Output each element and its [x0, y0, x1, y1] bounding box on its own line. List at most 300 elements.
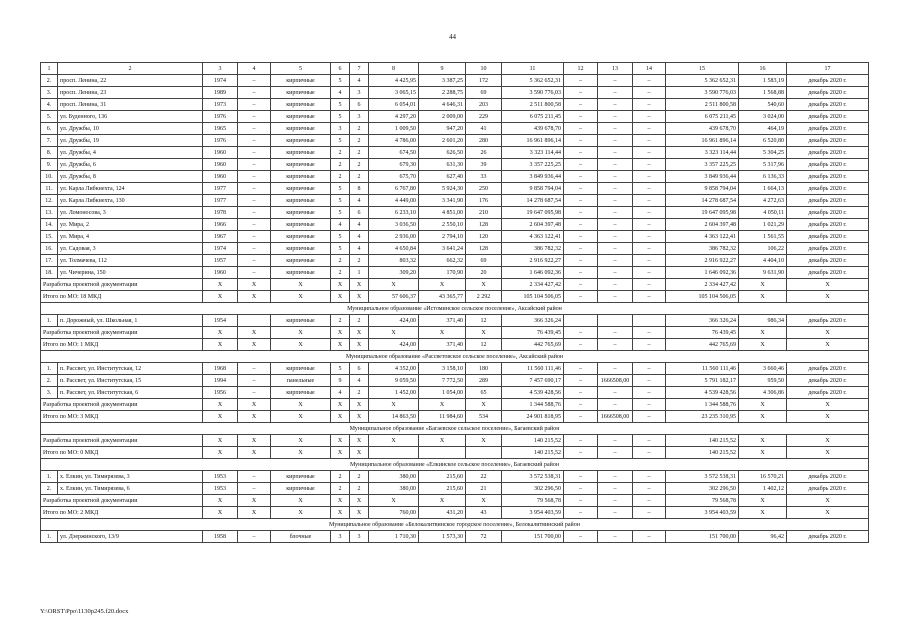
table-cell: 439 678,70 [666, 123, 739, 135]
table-cell: – [564, 255, 598, 267]
table-cell: – [238, 123, 271, 135]
table-cell: 4 404,10 [739, 255, 787, 267]
table-cell: 4 851,00 [419, 207, 466, 219]
table-cell: Х [369, 399, 419, 411]
section-title: Муниципальное образование «Истоминское сельское поселение», Аксайский район [41, 303, 869, 315]
table-cell: 4 650,84 [369, 243, 419, 255]
table-cell: 2 [331, 255, 350, 267]
address-cell: ул. Ломоносова, 3 [58, 207, 203, 219]
table-cell: 986,34 [739, 315, 787, 327]
table-cell: 4 646,31 [419, 99, 466, 111]
table-cell: Х [739, 447, 787, 459]
table-cell: – [598, 255, 633, 267]
table-cell: 1973 [203, 99, 238, 111]
table-cell: – [564, 267, 598, 279]
table-cell: – [564, 75, 598, 87]
table-cell: 2 511 800,58 [502, 99, 564, 111]
table-cell: 3 660,46 [739, 363, 787, 375]
table-cell: 79 568,78 [502, 495, 564, 507]
table-cell: 151 700,00 [666, 531, 739, 543]
table-cell: кирпичные [271, 471, 331, 483]
table-cell: Х [331, 399, 350, 411]
table-cell: 3 [331, 123, 350, 135]
table-cell: 1953 [203, 483, 238, 495]
table-cell: 16 961 896,14 [666, 135, 739, 147]
table-cell: – [238, 147, 271, 159]
table-cell: – [564, 507, 598, 519]
summary-label: Итого по МО: 1 МКД [41, 339, 203, 351]
table-cell: Х [350, 447, 369, 459]
table-cell: 2 511 800,58 [666, 99, 739, 111]
table-cell: 170,90 [419, 267, 466, 279]
table-row [41, 315, 869, 327]
table-cell: декабрь 2020 г. [787, 363, 869, 375]
table-cell: Х [739, 507, 787, 519]
table-cell: – [598, 339, 633, 351]
table-cell: 4 306,86 [739, 387, 787, 399]
table-cell: 6 [350, 363, 369, 375]
table-cell: декабрь 2020 г. [787, 471, 869, 483]
table-cell: – [598, 207, 633, 219]
table-cell: – [238, 387, 271, 399]
table-cell: 11 560 111,46 [666, 363, 739, 375]
column-number-cell: 4 [238, 63, 271, 75]
table-cell: 6 075 211,45 [666, 111, 739, 123]
table-cell: 3 [350, 111, 369, 123]
table-cell: кирпичные [271, 267, 331, 279]
table-cell: – [598, 531, 633, 543]
table-cell: 2. [41, 375, 58, 387]
table-cell: 1 573,30 [419, 531, 466, 543]
table-cell: 2 604 397,48 [666, 219, 739, 231]
column-number-cell: 3 [203, 63, 238, 75]
table-cell: 2 916 922,27 [502, 255, 564, 267]
table-cell: – [633, 399, 666, 411]
table-cell: 24 901 818,95 [502, 411, 564, 423]
table-cell: 1. [41, 363, 58, 375]
section-title: Муниципальное образование «Белокалитвинское городское поселение», Белокалитвинский район [41, 519, 869, 531]
table-cell: Х [739, 399, 787, 411]
table-cell: – [564, 291, 598, 303]
table-cell: декабрь 2020 г. [787, 171, 869, 183]
table-cell: 366 326,24 [666, 315, 739, 327]
column-number-cell: 1 [41, 63, 58, 75]
table-cell: 2 334 427,42 [666, 279, 739, 291]
table-cell: декабрь 2020 г. [787, 159, 869, 171]
table-cell: Х [238, 399, 271, 411]
table-cell: 6 054,01 [369, 99, 419, 111]
summary-row [41, 327, 869, 339]
table-cell: Х [203, 447, 238, 459]
table-cell: 1666508,00 [598, 375, 633, 387]
table-cell: 4 539 428,56 [502, 387, 564, 399]
table-cell: 76 439,45 [666, 327, 739, 339]
table-cell: 3. [41, 387, 58, 399]
table-cell: кирпичные [271, 255, 331, 267]
table-cell: 140 215,52 [502, 435, 564, 447]
column-number-cell: 13 [598, 63, 633, 75]
table-cell: декабрь 2020 г. [787, 255, 869, 267]
table-cell: 431,20 [419, 507, 466, 519]
table-cell: 1 568,88 [739, 87, 787, 99]
table-cell: 1 [350, 267, 369, 279]
table-row [41, 87, 869, 99]
table-cell: 1 402,12 [739, 483, 787, 495]
table-cell: Х [331, 435, 350, 447]
table-cell: Х [739, 291, 787, 303]
table-cell: 3 849 936,44 [666, 171, 739, 183]
table-cell: Х [203, 291, 238, 303]
table-cell: – [633, 159, 666, 171]
table-cell: Х [238, 291, 271, 303]
table-cell: декабрь 2020 г. [787, 135, 869, 147]
table-cell: Х [331, 339, 350, 351]
table-cell: кирпичные [271, 87, 331, 99]
table-cell: 1 583,19 [739, 75, 787, 87]
table-cell: 8 [350, 183, 369, 195]
table-cell: кирпичные [271, 147, 331, 159]
table-cell: кирпичные [271, 183, 331, 195]
table-cell: 10. [41, 171, 58, 183]
table-cell: 1958 [203, 531, 238, 543]
table-cell: 1 344 588,76 [502, 399, 564, 411]
table-cell: – [633, 495, 666, 507]
table-cell: – [564, 327, 598, 339]
table-cell: 1 344 588,76 [666, 399, 739, 411]
table-cell: Х [419, 435, 466, 447]
table-row [41, 267, 869, 279]
table-cell: 289 [466, 375, 502, 387]
table-cell: – [564, 219, 598, 231]
table-cell: 6 [350, 207, 369, 219]
table-cell: Х [238, 435, 271, 447]
table-cell: декабрь 2020 г. [787, 87, 869, 99]
table-cell: – [238, 231, 271, 243]
table-cell: 43 [466, 507, 502, 519]
table-cell: – [238, 483, 271, 495]
table-cell: – [564, 483, 598, 495]
table-cell: декабрь 2020 г. [787, 315, 869, 327]
table-cell: 19 647 095,98 [502, 207, 564, 219]
table-cell: 1977 [203, 183, 238, 195]
table-cell: Х [466, 399, 502, 411]
table-cell: 3 590 776,03 [666, 87, 739, 99]
table-cell: – [633, 147, 666, 159]
address-cell: п. Дорожный, ул. Школьная, 1 [58, 315, 203, 327]
column-number-cell: 8 [369, 63, 419, 75]
table-cell: – [238, 531, 271, 543]
table-cell: – [598, 495, 633, 507]
table-cell: – [564, 495, 598, 507]
table-cell: – [238, 135, 271, 147]
table-cell: – [564, 531, 598, 543]
table-cell: 11 984,60 [419, 411, 466, 423]
table-cell: Х [419, 399, 466, 411]
address-cell: ул. Буденного, 136 [58, 111, 203, 123]
table-cell: 5 [331, 135, 350, 147]
table-cell: 675,70 [369, 171, 419, 183]
table-cell: 3. [41, 87, 58, 99]
table-cell: Х [331, 327, 350, 339]
table-cell: 3 323 114,44 [666, 147, 739, 159]
table-cell: 14. [41, 219, 58, 231]
table-cell: 1960 [203, 159, 238, 171]
summary-row [41, 411, 869, 423]
table-cell: – [598, 387, 633, 399]
table-row [41, 363, 869, 375]
table-cell: 4 352,00 [369, 363, 419, 375]
table-cell: Х [419, 495, 466, 507]
table-cell: 1. [41, 315, 58, 327]
table-cell: 2 292 [466, 291, 502, 303]
table-cell: Х [787, 495, 869, 507]
table-cell: 6 075 211,45 [502, 111, 564, 123]
table-cell: 4 539 428,56 [666, 387, 739, 399]
table-cell: 3 323 114,44 [502, 147, 564, 159]
table-cell: – [564, 279, 598, 291]
table-cell: – [238, 159, 271, 171]
table-cell: Х [271, 411, 331, 423]
table-cell: Х [238, 447, 271, 459]
table-cell: 540,60 [739, 99, 787, 111]
section-title: Муниципальное образование «Рассветовское сельское поселение», Аксайский район [41, 351, 869, 363]
table-row [41, 123, 869, 135]
table-cell: – [633, 207, 666, 219]
table-cell: – [633, 471, 666, 483]
table-cell: 4 [350, 195, 369, 207]
table-row [41, 111, 869, 123]
address-cell: ул. Дружбы, 6 [58, 159, 203, 171]
table-cell: – [633, 375, 666, 387]
table-cell: 2 [331, 483, 350, 495]
section-header-row [41, 459, 869, 471]
table-cell: 4 [350, 243, 369, 255]
table-cell: Х [787, 507, 869, 519]
table-cell: Х [466, 435, 502, 447]
table-row [41, 471, 869, 483]
table-cell: – [633, 75, 666, 87]
table-cell: – [633, 435, 666, 447]
table-cell: – [564, 207, 598, 219]
table-cell: 3 [350, 531, 369, 543]
address-cell: ул. Дзержинского, 13/9 [58, 531, 203, 543]
table-cell: – [564, 87, 598, 99]
table-cell: 172 [466, 75, 502, 87]
table-cell: – [598, 99, 633, 111]
table-cell: 534 [466, 411, 502, 423]
table-cell: 14 278 687,54 [666, 195, 739, 207]
table-cell: 5 [331, 195, 350, 207]
table-cell: – [633, 363, 666, 375]
table-cell: Х [203, 327, 238, 339]
address-cell: ул. Мира, 4 [58, 231, 203, 243]
table-cell: 3 158,10 [419, 363, 466, 375]
table-cell: – [238, 255, 271, 267]
table-cell: Х [787, 411, 869, 423]
table-cell [369, 447, 419, 459]
table-cell [633, 315, 666, 327]
table-cell: – [564, 399, 598, 411]
address-cell: ул. Карла Либкнехта, 124 [58, 183, 203, 195]
summary-label: Разработка проектной документации [41, 495, 203, 507]
table-cell: – [633, 183, 666, 195]
table-cell: – [564, 411, 598, 423]
table-cell: Х [350, 327, 369, 339]
table-cell: Х [271, 399, 331, 411]
table-cell: 4 425,95 [369, 75, 419, 87]
table-cell: – [238, 471, 271, 483]
table-cell: Х [271, 291, 331, 303]
table-cell: Х [787, 291, 869, 303]
table-cell: 1 646 092,36 [666, 267, 739, 279]
table-cell: 4 272,63 [739, 195, 787, 207]
table-cell: – [238, 99, 271, 111]
table-cell: – [598, 147, 633, 159]
table-cell: 1967 [203, 231, 238, 243]
table-cell: панельные [271, 375, 331, 387]
table-cell: 1977 [203, 195, 238, 207]
table-cell: 1976 [203, 111, 238, 123]
table-cell: 679,30 [369, 159, 419, 171]
table-row [41, 531, 869, 543]
table-cell: 424,00 [369, 315, 419, 327]
table-row [41, 231, 869, 243]
table-cell: 3 954 403,59 [502, 507, 564, 519]
table-cell: Х [203, 279, 238, 291]
table-cell: 57 606,37 [369, 291, 419, 303]
address-cell: ул. Дружбы, 10 [58, 123, 203, 135]
table-cell: 140 215,52 [666, 435, 739, 447]
table-cell: 3 954 403,59 [666, 507, 739, 519]
table-cell: 106,22 [739, 243, 787, 255]
table-cell: 5 362 652,31 [502, 75, 564, 87]
table-cell: – [633, 279, 666, 291]
table-cell: 1974 [203, 243, 238, 255]
table-cell: 1974 [203, 75, 238, 87]
table-cell: Х [271, 339, 331, 351]
table-cell: Х [787, 399, 869, 411]
table-cell: – [564, 435, 598, 447]
table-cell: – [598, 183, 633, 195]
table-cell: Х [203, 495, 238, 507]
table-row [41, 135, 869, 147]
table-cell: 4 [331, 387, 350, 399]
table-row [41, 75, 869, 87]
table-cell: Х [331, 495, 350, 507]
table-cell: 128 [466, 219, 502, 231]
table-cell: Х [350, 339, 369, 351]
table-cell: 302 296,50 [666, 483, 739, 495]
table-cell: Х [419, 279, 466, 291]
table-cell: Х [369, 435, 419, 447]
table-cell: 3 572 538,31 [502, 471, 564, 483]
table-cell: кирпичные [271, 483, 331, 495]
table-cell: 7. [41, 135, 58, 147]
table-cell: декабрь 2020 г. [787, 147, 869, 159]
table-cell: Х [203, 399, 238, 411]
table-cell: 14 863,50 [369, 411, 419, 423]
table-cell: блочные [271, 531, 331, 543]
table-cell: 2 [331, 267, 350, 279]
table-cell: 7 772,50 [419, 375, 466, 387]
table-row [41, 159, 869, 171]
table-cell: 3 [350, 87, 369, 99]
table-cell: 12 [466, 315, 502, 327]
table-cell: Х [466, 495, 502, 507]
table-cell: 760,00 [369, 507, 419, 519]
table-cell: 6 767,80 [369, 183, 419, 195]
table-cell: 5 924,30 [419, 183, 466, 195]
summary-row [41, 495, 869, 507]
table-cell: 4 449,00 [369, 195, 419, 207]
table-cell: декабрь 2020 г. [787, 387, 869, 399]
table-cell: декабрь 2020 г. [787, 243, 869, 255]
table-cell: 18. [41, 267, 58, 279]
table-cell: 15. [41, 231, 58, 243]
table-cell: – [564, 243, 598, 255]
summary-row [41, 447, 869, 459]
table-cell: Х [739, 339, 787, 351]
address-cell: просп. Ленина, 31 [58, 99, 203, 111]
column-number-cell: 12 [564, 63, 598, 75]
table-cell: Х [350, 399, 369, 411]
address-cell: ул. Дружбы, 19 [58, 135, 203, 147]
table-row [41, 171, 869, 183]
table-cell: 1666508,00 [598, 411, 633, 423]
table-cell: Х [739, 411, 787, 423]
table-cell: кирпичные [271, 243, 331, 255]
table-cell [598, 315, 633, 327]
table-cell: Х [350, 495, 369, 507]
table-cell: 2 [331, 471, 350, 483]
table-cell: – [633, 171, 666, 183]
table-cell: – [633, 99, 666, 111]
table-cell: кирпичные [271, 195, 331, 207]
table-cell: 215,60 [419, 483, 466, 495]
table-cell: 4. [41, 99, 58, 111]
table-cell: декабрь 2020 г. [787, 123, 869, 135]
table-cell: 5 [331, 231, 350, 243]
table-cell: Х [787, 279, 869, 291]
address-cell: просп. Ленина, 23 [58, 87, 203, 99]
table-cell: 1 054,00 [419, 387, 466, 399]
table-cell: 33 [466, 171, 502, 183]
table-cell: Х [787, 435, 869, 447]
table-cell: 6 [350, 99, 369, 111]
table-cell: Х [203, 507, 238, 519]
table-cell: Х [331, 291, 350, 303]
table-cell: 3 341,90 [419, 195, 466, 207]
table-cell: 9 631,90 [739, 267, 787, 279]
table-cell: кирпичные [271, 123, 331, 135]
table-cell: Х [271, 279, 331, 291]
table-cell: кирпичные [271, 387, 331, 399]
table-cell: 7 457 690,17 [502, 375, 564, 387]
summary-row [41, 279, 869, 291]
table-row [41, 183, 869, 195]
table-cell: 250 [466, 183, 502, 195]
repair-schedule-table-wrap [40, 62, 868, 543]
table-cell: 1 664,13 [739, 183, 787, 195]
table-cell: – [238, 195, 271, 207]
summary-label: Итого по МО: 0 МКД [41, 447, 203, 459]
column-number-cell: 15 [666, 63, 739, 75]
table-cell: Х [271, 327, 331, 339]
table-cell: Х [466, 327, 502, 339]
table-cell: Х [331, 279, 350, 291]
table-cell: Х [271, 435, 331, 447]
table-cell: 674,50 [369, 147, 419, 159]
